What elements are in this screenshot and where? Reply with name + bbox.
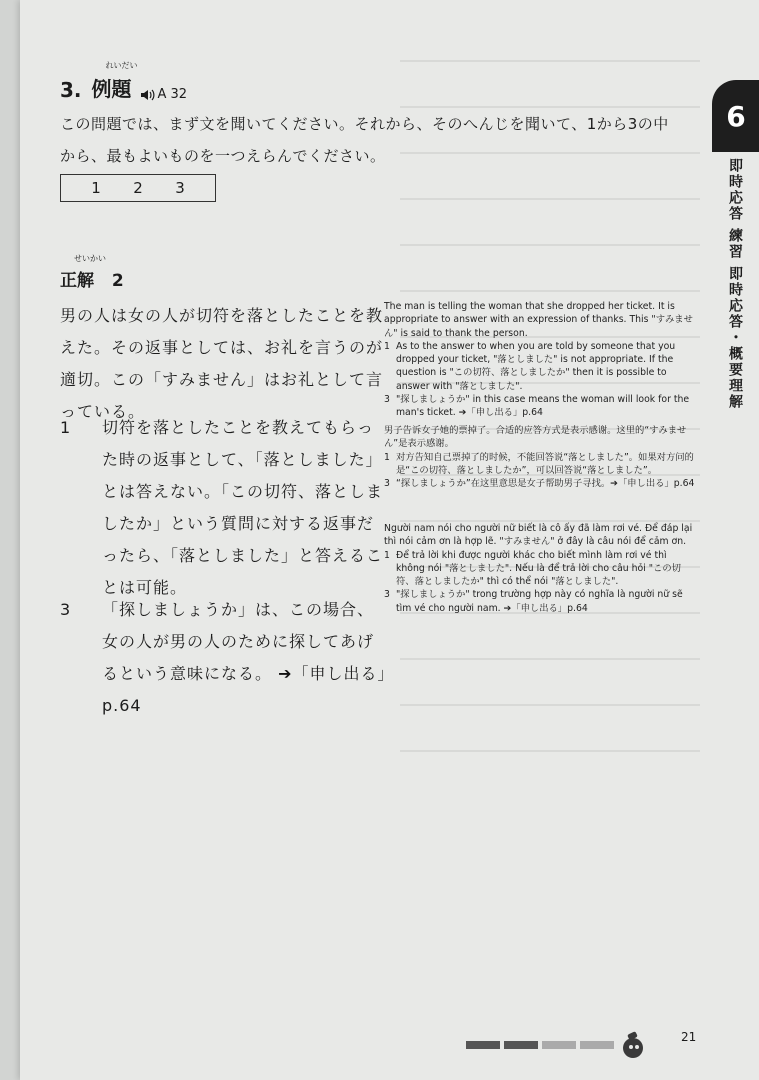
jp-item-ref[interactable]: 「申し出る」p.64 — [102, 664, 387, 715]
zh-item-text: “探しましょうか”在这里意思是女子帮助男子寻找。➔「申し出る」p.64 — [396, 478, 695, 490]
zh-item-3 — [384, 477, 698, 490]
jp-item-text: 「探しましょうか」は、この場合、女の人が男の人のために探してあげるという意味になる。 — [102, 600, 375, 683]
jp-item-number: 3 — [60, 600, 72, 619]
en-intro: The man is telling the woman that she dropped her ticket. It is appropriate to answer with an expression of thanks. This "すみません" is said to thank the person. — [384, 301, 693, 339]
jp-item-number: 1 — [60, 418, 72, 437]
section-header — [60, 61, 188, 102]
arrow-right-icon: ➔ — [278, 664, 293, 683]
page-number: 21 — [681, 1030, 697, 1044]
zh-intro: 男子告诉女子她的票掉了。合适的应答方式是表示感谢。这里的“すみません”是表示感谢。 — [384, 425, 687, 450]
vi-item-1 — [384, 549, 698, 589]
chinese-explanation — [384, 424, 698, 490]
section-title — [91, 61, 138, 102]
runner-icon — [618, 1030, 648, 1060]
jp-explanation: 男の人は女の人が切符を落としたことを教えた。その返事としては、お礼を言うのが適切。この「すみません」はお礼として言っている。 — [60, 306, 384, 421]
instruction-text: この問題では、まず文を聞いてください。それから、そのへんじを聞いて、1から3の中から、最もよいものを一つえらんでください。 — [60, 115, 669, 165]
answer-heading — [60, 254, 124, 291]
en-item-1 — [384, 340, 698, 393]
jp-item-3 — [60, 594, 390, 722]
zh-item-number: 3 — [384, 478, 390, 490]
chapter-title: 即時応答 — [727, 158, 743, 222]
section-title-ruby: れいだい — [105, 61, 138, 70]
choice-2[interactable]: 2 — [133, 179, 143, 197]
chapter-badge: 練習 — [727, 228, 743, 260]
en-item-number: 3 — [384, 394, 390, 406]
vi-item-text: "探しましょうか" trong trường hợp này có nghĩa là người nữ sẽ tìm vé cho người nam. ➔「申し出る」p.64 — [396, 589, 683, 614]
choice-1[interactable]: 1 — [91, 179, 101, 197]
answer-label-ruby: せいかい — [74, 254, 106, 263]
en-item-number: 1 — [384, 340, 390, 352]
section-title-text: 例題 — [91, 77, 132, 101]
audio-track[interactable] — [140, 87, 188, 102]
vi-item-number: 3 — [384, 589, 390, 601]
en-item-3 — [384, 393, 698, 420]
section-number: 3. — [60, 78, 82, 102]
en-item-text: As to the answer to when you are told by someone that you dropped your ticket, "落としました" is not appropriate. If the question is "この切符、落としましたか" then it is possible to answer with "落としました". — [396, 340, 676, 392]
page — [20, 0, 759, 1080]
zh-item-number: 1 — [384, 451, 390, 463]
audio-label: A 32 — [157, 87, 188, 102]
vi-item-text: Để trả lời khi được người khác cho biết mình làm rơi vé thì không nói "落としました". Nếu là để trả lời cho câu hỏi "この切符、落としましたか" thì có thể nói "落としました". — [396, 549, 681, 588]
vi-item-3 — [384, 588, 698, 615]
en-item-text: "探しましょうか" in this case means the woman will look for the man's ticket. ➔「申し出る」p.64 — [396, 394, 690, 419]
vietnamese-explanation — [384, 522, 698, 615]
chapter-subtitle: 即時応答・概要理解 — [727, 266, 743, 410]
jp-item-body — [102, 594, 390, 722]
vi-intro: Người nam nói cho người nữ biết là cô ấy đã làm rơi vé. Để đáp lại thì nói cảm ơn là hợp lẽ. "すみません" ở đây là câu nói để cảm ơn. — [384, 523, 693, 548]
progress-segment — [580, 1041, 614, 1049]
answer-value: 2 — [111, 271, 124, 291]
vi-item-number: 1 — [384, 549, 390, 561]
jp-item-text: 切符を落としたことを教えてもらった時の返事として、「落としました」とは答えない。「この切符、落としましたか」という質問に対する返事だったら、「落としました」と答えることは可能。 — [102, 418, 384, 597]
zh-item-1 — [384, 451, 698, 478]
answer-choices — [60, 174, 216, 202]
chapter-tab-labels — [725, 158, 749, 410]
chapter-tab[interactable]: 6 — [712, 80, 759, 152]
progress-segment — [542, 1041, 576, 1049]
choice-3[interactable]: 3 — [175, 179, 185, 197]
answer-label: 正解 — [60, 271, 94, 291]
english-explanation — [384, 300, 698, 420]
progress-segment — [466, 1041, 500, 1049]
progress-indicator — [466, 1030, 648, 1060]
jp-item-1 — [60, 412, 390, 604]
zh-item-text: 对方告知自己票掉了的时候，不能回答说“落としました”。如果对方问的是“この切符、落としましたか”，可以回答说“落としました”。 — [396, 451, 694, 476]
speaker-icon — [140, 88, 156, 102]
progress-segment — [504, 1041, 538, 1049]
